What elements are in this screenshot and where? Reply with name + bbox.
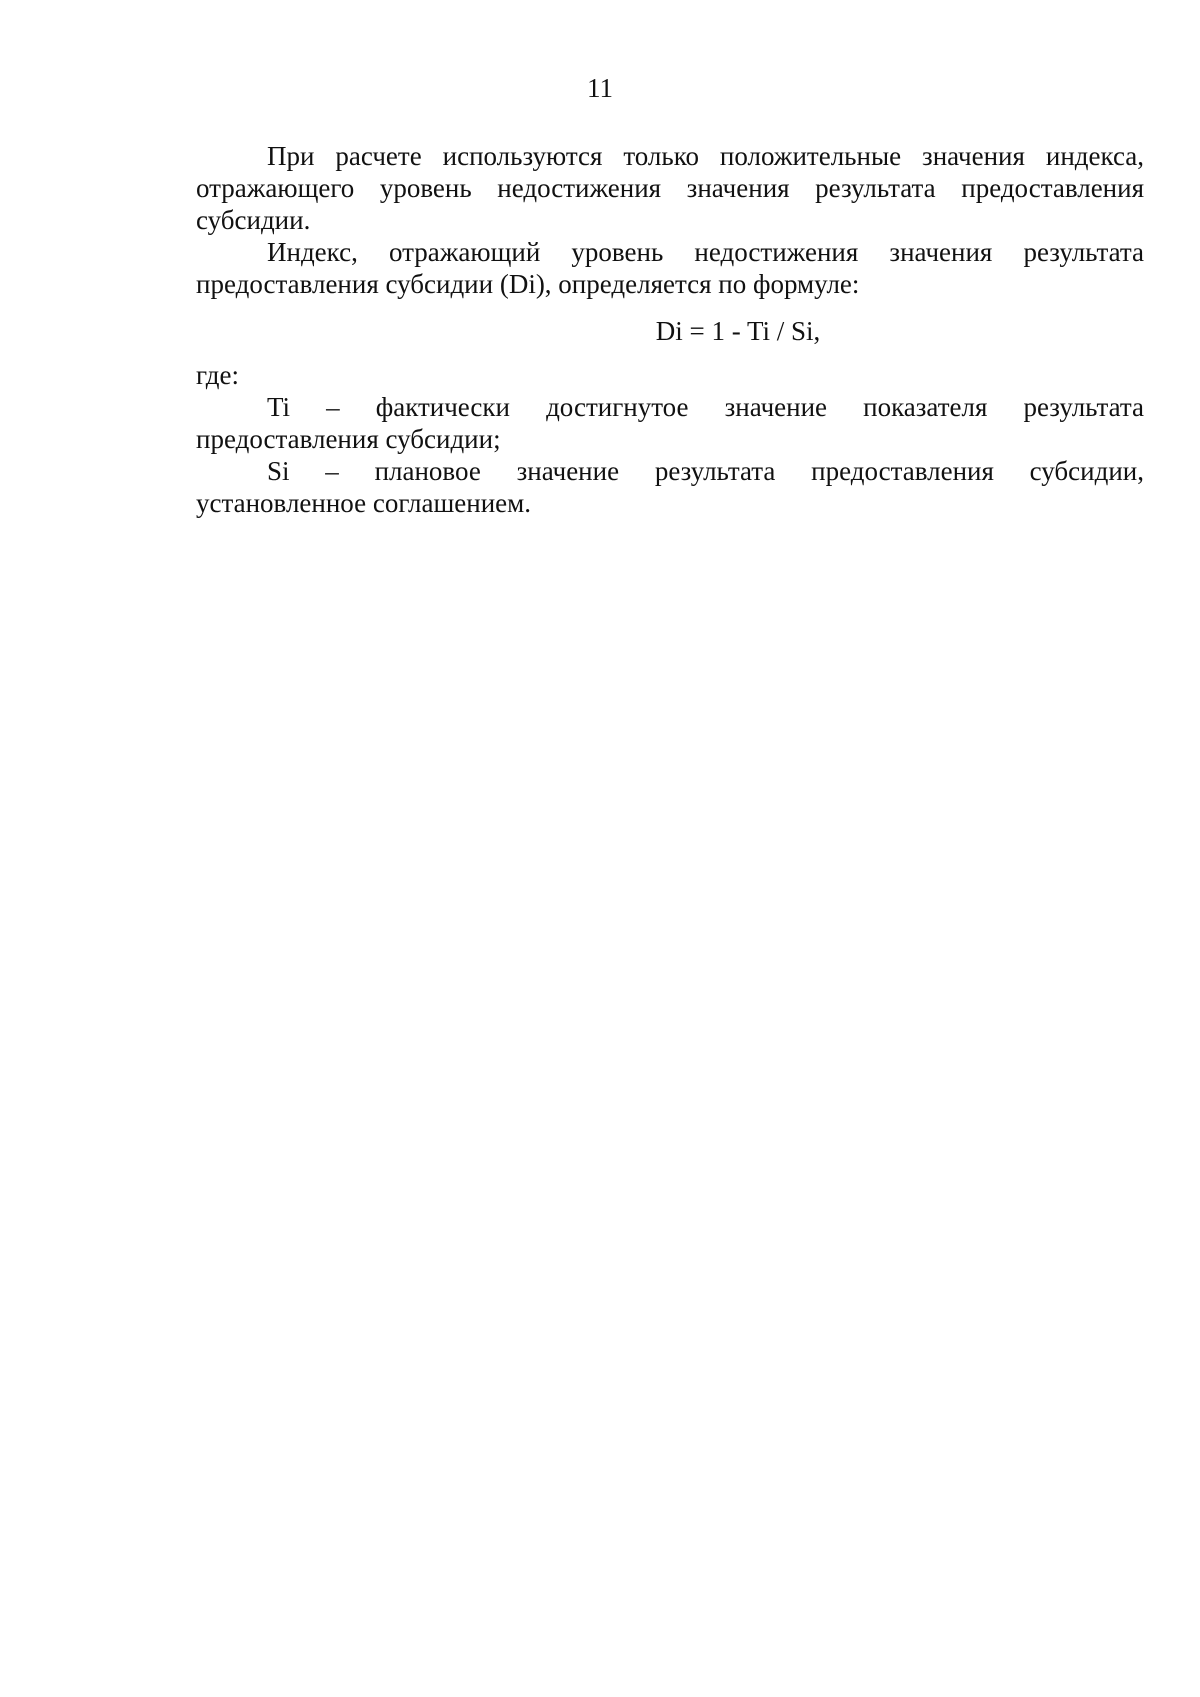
formula: Di = 1 - Ti / Si, (655, 316, 821, 346)
paragraph-positive-values: При расчете используются только положительные значения индекса, отражающего уровень недостижения значения результата предоставления субсидии. (196, 141, 1144, 235)
definition-ti: Ti – фактически достигнутое значение показателя результата предоставления субсидии; (196, 392, 1144, 454)
paragraph-index-definition: Индекс, отражающий уровень недостижения значения результата предоставления субсидии (Di), определяется по формуле: (196, 237, 1144, 299)
where-label: где: (196, 360, 239, 390)
definition-si: Si – плановое значение результата предоставления субсидии, установленное соглашением. (196, 456, 1144, 518)
page-number: 11 (587, 73, 613, 103)
document-body (196, 140, 1144, 519)
